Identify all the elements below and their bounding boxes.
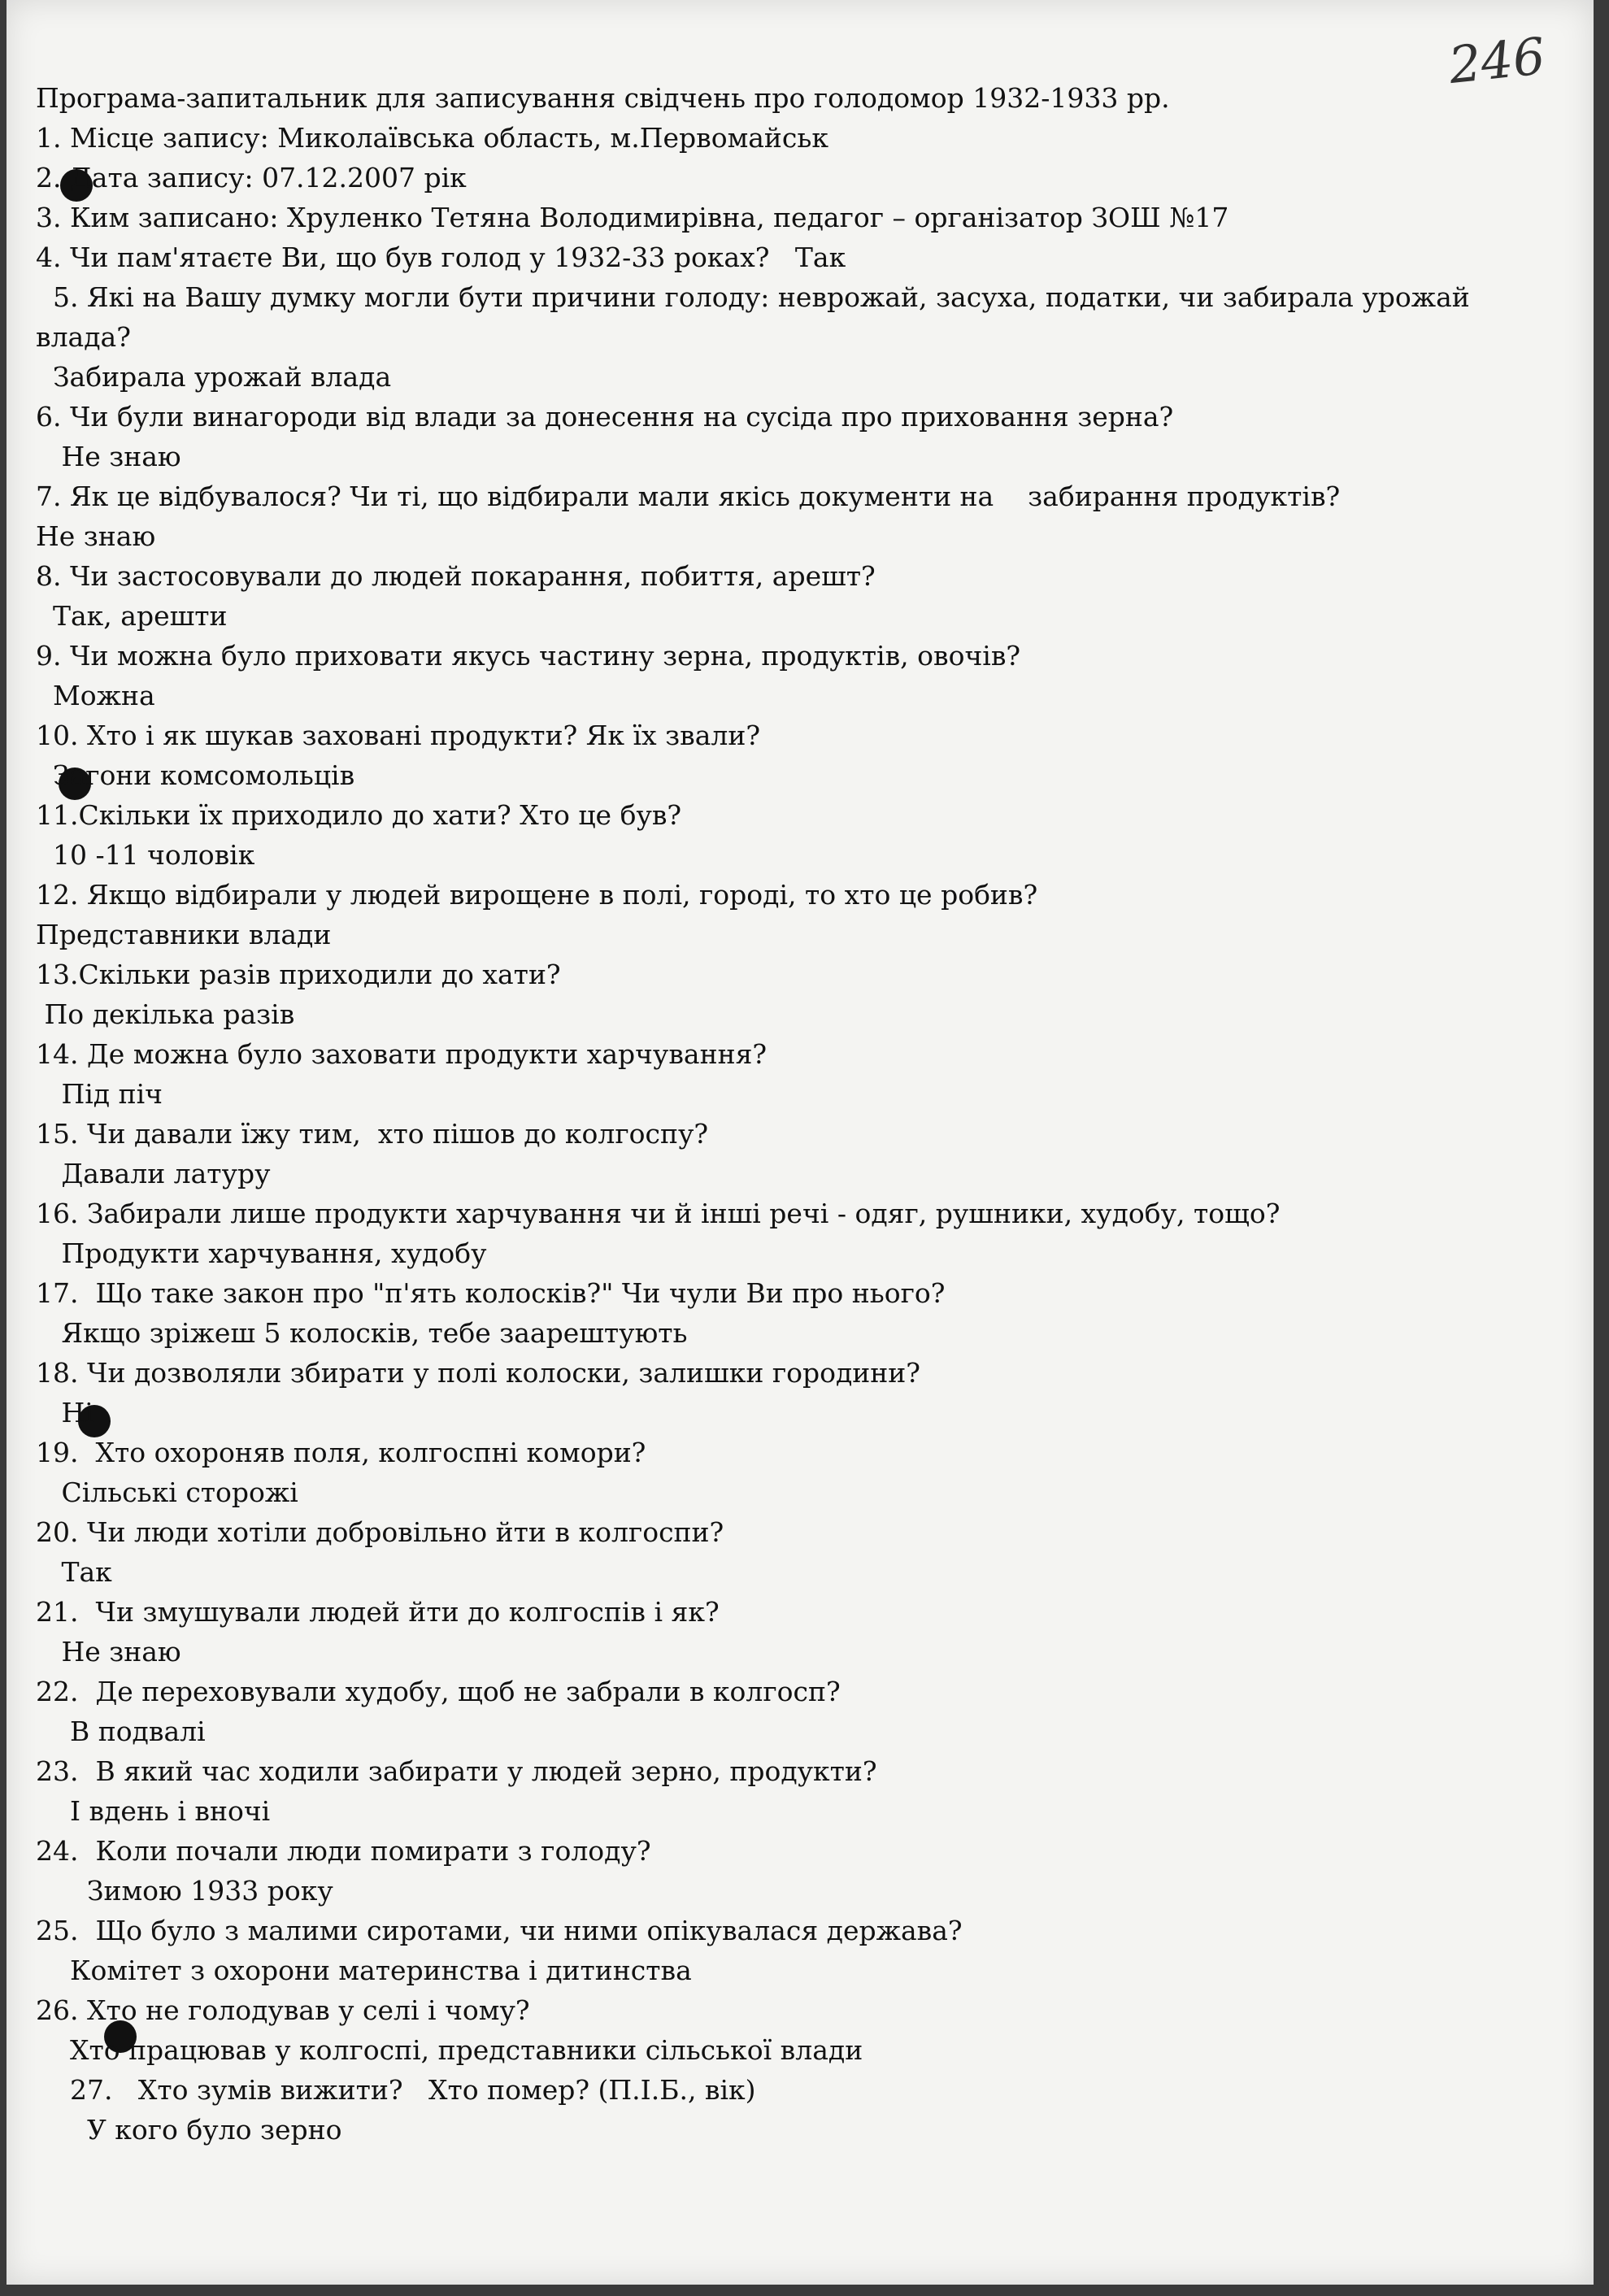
text-line: Якщо зріжеш 5 колосків, тебе заарештують bbox=[36, 1317, 688, 1349]
text-line: влада? bbox=[36, 321, 131, 353]
text-line: 12. Якщо відбирали у людей вирощене в полі, городі, то хто це робив? bbox=[36, 879, 1038, 911]
text-line: 15. Чи давали їжу тим, хто пішов до колгоспу? bbox=[36, 1118, 709, 1150]
text-line: 9. Чи можна було приховати якусь частину зерна, продуктів, овочів? bbox=[36, 640, 1021, 672]
document-page bbox=[7, 0, 1594, 2285]
text-line: 23. В який час ходили забирати у людей зерно, продукти? bbox=[36, 1755, 877, 1787]
text-line: 17. Що таке закон про "п'ять колосків?" Чи чули Ви про нього? bbox=[36, 1277, 946, 1309]
document-title: Програма-запитальник для записування свідчень про голодомор 1932-1933 рр. bbox=[36, 82, 1170, 114]
text-line: 13.Скільки разів приходили до хати? bbox=[36, 959, 561, 990]
text-line: Ні bbox=[36, 1397, 93, 1428]
text-line: Не знаю bbox=[36, 520, 156, 552]
text-line: Не знаю bbox=[36, 441, 181, 472]
text-line: 27. Хто зумів вижити? Хто помер? (П.І.Б., вік) bbox=[36, 2074, 756, 2106]
text-line: 4. Чи пам'ятаєте Ви, що був голод у 1932-33 роках? Так bbox=[36, 241, 846, 273]
text-line: 18. Чи дозволяли збирати у полі колоски, залишки городини? bbox=[36, 1357, 920, 1389]
text-line: 3. Ким записано: Хруленко Тетяна Володимирівна, педагог – організатор ЗОШ №17 bbox=[36, 202, 1229, 233]
text-line: 22. Де переховували худобу, щоб не забрали в колгосп? bbox=[36, 1676, 841, 1707]
text-line: В подвалі bbox=[36, 1715, 206, 1747]
text-line: 5. Які на Вашу думку могли бути причини голоду: неврожай, засуха, податки, чи забирала урожай bbox=[36, 281, 1470, 313]
text-line: Зимою 1933 року bbox=[36, 1875, 333, 1907]
text-line: Давали латуру bbox=[36, 1158, 271, 1189]
text-line: 16. Забирали лише продукти харчування чи й інші речі - одяг, рушники, худобу, тощо? bbox=[36, 1198, 1281, 1229]
text-line: Хто працював у колгоспі, представники сільської влади bbox=[36, 2034, 863, 2066]
text-line: 25. Що було з малими сиротами, чи ними опікувалася держава? bbox=[36, 1915, 963, 1946]
text-line: Загони комсомольців bbox=[36, 759, 355, 791]
text-line: Забирала урожай влада bbox=[36, 361, 392, 393]
questionnaire-text bbox=[36, 78, 1564, 2150]
text-line: 20. Чи люди хотіли добровільно йти в колгоспи? bbox=[36, 1516, 724, 1548]
text-line: Під піч bbox=[36, 1078, 163, 1110]
text-line: І вдень і вночі bbox=[36, 1795, 271, 1827]
text-line: Представники влади bbox=[36, 919, 332, 950]
text-line: 6. Чи були винагороди від влади за донесення на сусіда про приховання зерна? bbox=[36, 401, 1174, 433]
text-line: Сільські сторожі bbox=[36, 1476, 298, 1508]
text-line: Не знаю bbox=[36, 1636, 181, 1668]
text-line: 21. Чи змушували людей йти до колгоспів і як? bbox=[36, 1596, 720, 1628]
text-line: 11.Скільки їх приходило до хати? Хто це був? bbox=[36, 799, 682, 831]
handwritten-page-number: 246 bbox=[1446, 26, 1548, 95]
questionnaire-lines bbox=[36, 118, 1564, 2150]
text-line: Можна bbox=[36, 680, 155, 711]
text-line: Так, арешти bbox=[36, 600, 228, 632]
text-line: 2. Дата запису: 07.12.2007 рік bbox=[36, 162, 467, 194]
text-line: 24. Коли почали люди помирати з голоду? bbox=[36, 1835, 651, 1867]
text-line: 14. Де можна було заховати продукти харчування? bbox=[36, 1038, 768, 1070]
text-line: 1. Місце запису: Миколаївська область, м.Первомайськ bbox=[36, 122, 828, 154]
text-line: 8. Чи застосовували до людей покарання, побиття, арешт? bbox=[36, 560, 876, 592]
text-line: У кого було зерно bbox=[36, 2114, 342, 2146]
text-line: 7. Як це відбувалося? Чи ті, що відбирали мали якісь документи на забирання продуктів? bbox=[36, 481, 1341, 512]
text-line: 26. Хто не голодував у селі і чому? bbox=[36, 1994, 530, 2026]
text-line: 10 -11 чоловік bbox=[36, 839, 255, 871]
text-line: 19. Хто охороняв поля, колгоспні комори? bbox=[36, 1437, 646, 1468]
text-line: Так bbox=[36, 1556, 112, 1588]
text-line: Продукти харчування, худобу bbox=[36, 1237, 487, 1269]
text-line: 10. Хто і як шукав заховані продукти? Як їх звали? bbox=[36, 720, 761, 751]
text-line: По декілька разів bbox=[36, 998, 295, 1030]
text-line: Комітет з охорони материнства і дитинства bbox=[36, 1955, 692, 1986]
